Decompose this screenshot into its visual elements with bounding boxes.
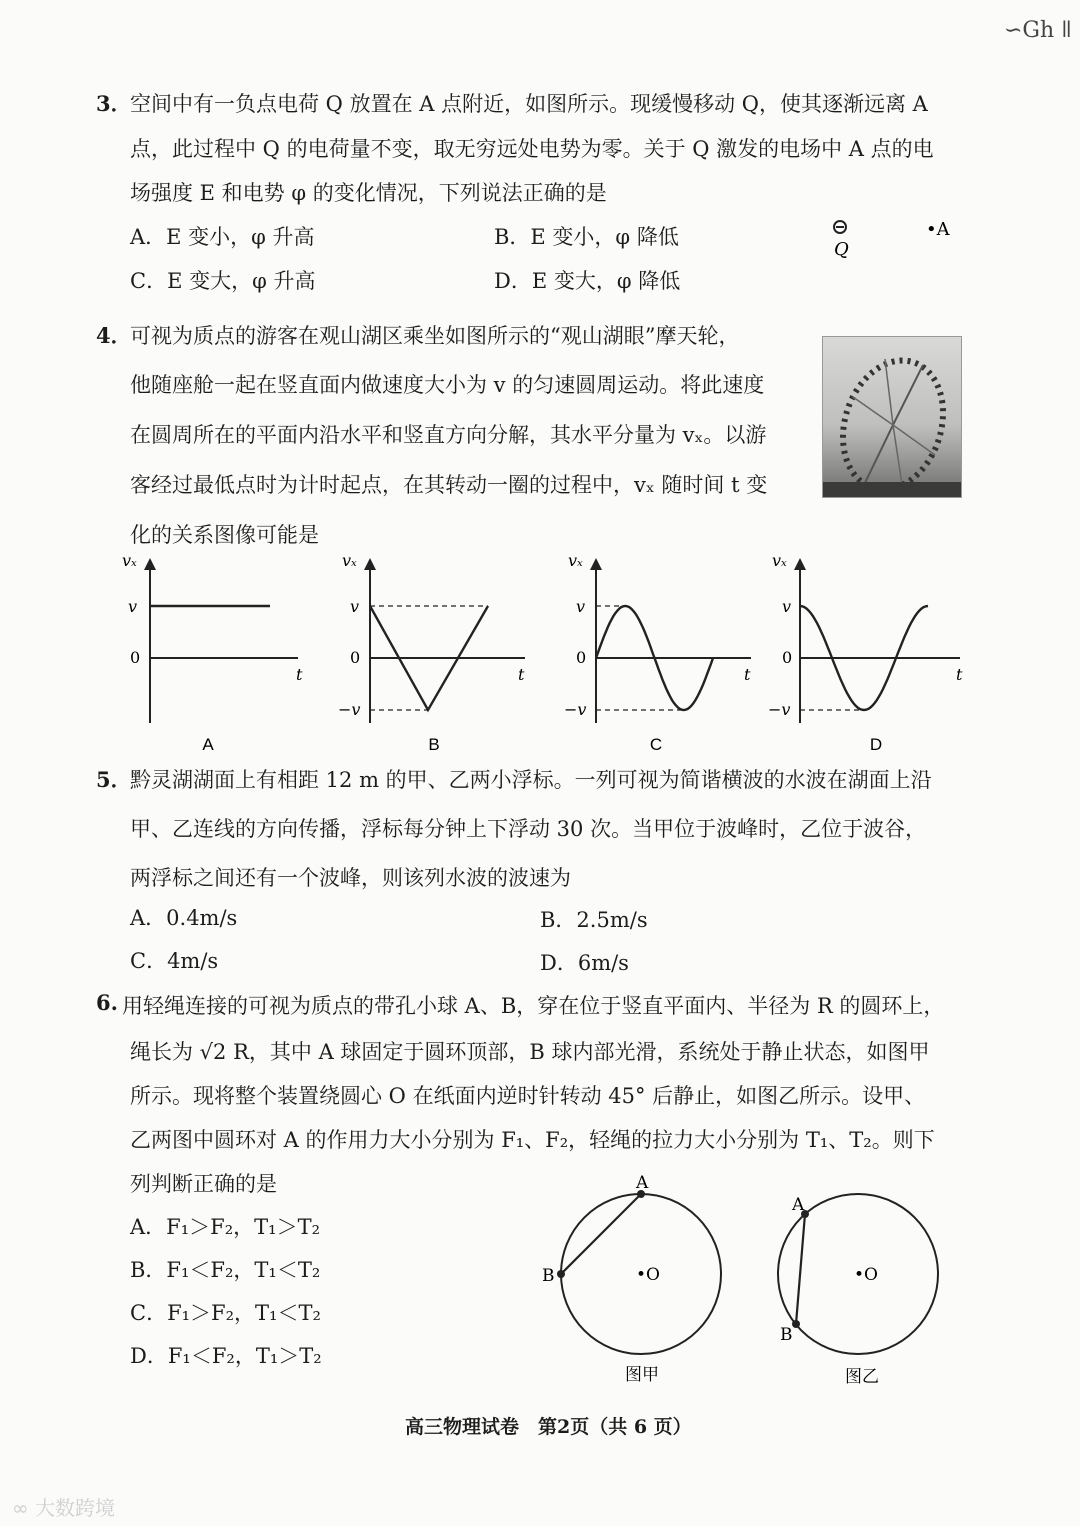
q6-line-3: 所示。现将整个装置绕圆心 O 在纸面内逆时针转动 45° 后静止，如图乙所示。设甲、	[130, 1084, 926, 1108]
graph-d-x-axis-label: t	[956, 665, 963, 684]
graph-a-x-axis-label: t	[296, 665, 303, 684]
graph-c-label: C	[649, 735, 663, 754]
q4-line-3: 在圆周所在的平面内沿水平和竖直方向分解，其水平分量为 vₓ。以游	[130, 423, 767, 447]
graph-a	[110, 548, 310, 758]
graph-d-label: D	[869, 735, 883, 754]
q3-option-c: C．E 变大，φ 升高	[130, 269, 316, 293]
q3-line-2: 点，此过程中 Q 的电荷量不变，取无穷远处电势为零。关于 Q 激发的电场中 A 点的电	[130, 137, 934, 161]
graph-a-y-axis-label: vₓ	[122, 551, 137, 570]
graph-d	[760, 548, 970, 758]
q5-option-b: B．2.5m/s	[540, 908, 648, 932]
q5-number: 5．	[96, 767, 132, 792]
graph-c-x-axis-label: t	[744, 665, 751, 684]
yi-a-label: A	[792, 1195, 805, 1215]
q6-option-d: D．F₁＜F₂，T₁＞T₂	[130, 1344, 322, 1368]
q4-number: 4．	[96, 323, 132, 348]
q6-line-5: 列判断正确的是	[130, 1172, 277, 1196]
graph-c-zero-label: 0	[576, 648, 587, 667]
graph-a-zero-label: 0	[130, 648, 141, 667]
q3-option-b: B．E 变小，φ 降低	[494, 225, 679, 249]
graph-d-minus-v-label: −v	[768, 700, 791, 719]
graph-b-minus-v-label: −v	[338, 700, 361, 719]
graph-a-label: A	[202, 735, 214, 754]
q4-line-2: 他随座舱一起在竖直面内做速度大小为 v 的匀速圆周运动。将此速度	[130, 373, 765, 397]
graph-d-v-label: v	[782, 597, 792, 616]
point-a-label: •A	[926, 219, 950, 240]
q6-number: 6.	[96, 990, 118, 1015]
graph-b-v-label: v	[350, 597, 360, 616]
q6-line-2: 绳长为 √2 R，其中 A 球固定于圆环顶部，B 球内部光滑，系统处于静止状态，如图甲	[130, 1040, 930, 1064]
figure-yi	[770, 1188, 970, 1388]
q6-line-1: 用轻绳连接的可视为质点的带孔小球 A、B，穿在位于竖直平面内、半径为 R 的圆环上，	[122, 994, 945, 1018]
jia-caption: 图甲	[625, 1365, 659, 1385]
q4-line-5: 化的关系图像可能是	[130, 523, 319, 547]
q5-option-c: C．4m/s	[130, 949, 219, 973]
graph-b-label: B	[428, 735, 440, 754]
q6-option-c: C．F₁＞F₂，T₁＜T₂	[130, 1301, 321, 1325]
graph-b	[330, 548, 535, 758]
figure-jia	[538, 1168, 738, 1390]
yi-b-label: B	[780, 1325, 793, 1345]
q3-line-1: 空间中有一负点电荷 Q 放置在 A 点附近，如图所示。现缓慢移动 Q，使其逐渐远离 A	[130, 92, 928, 116]
q5-line-2: 甲、乙连线的方向传播，浮标每分钟上下浮动 30 次。当甲位于波峰时，乙位于波谷，	[130, 817, 927, 841]
jia-a-label: A	[636, 1173, 649, 1193]
q4-line-1: 可视为质点的游客在观山湖区乘坐如图所示的“观山湖眼”摩天轮，	[130, 324, 740, 348]
jia-b-label: B	[542, 1266, 555, 1286]
yi-o-label: •O	[854, 1265, 878, 1285]
graph-c	[556, 548, 761, 758]
corner-handwriting: ∽Gh ǁ	[1004, 18, 1072, 43]
watermark: ∞ 大数跨境	[12, 1496, 116, 1520]
q6-option-b: B．F₁＜F₂，T₁＜T₂	[130, 1258, 321, 1282]
q5-line-3: 两浮标之间还有一个波峰，则该列水波的波速为	[130, 866, 571, 890]
q3-number: 3．	[96, 91, 132, 116]
q3-charge-figure	[820, 212, 970, 262]
graph-b-y-axis-label: vₓ	[342, 551, 357, 570]
graph-c-v-label: v	[576, 597, 586, 616]
q4-line-4: 客经过最低点时为计时起点，在其转动一圈的过程中，vₓ 随时间 t 变	[130, 473, 768, 497]
page-footer: 高三物理试卷 第2页（共 6 页）	[405, 1416, 692, 1438]
q3-option-a: A．E 变小，φ 升高	[130, 225, 315, 249]
charge-label: Q	[834, 239, 849, 260]
graph-c-minus-v-label: −v	[564, 700, 587, 719]
watermark-logo-icon: ∞	[12, 1496, 29, 1520]
yi-caption: 图乙	[845, 1367, 879, 1387]
q5-line-1: 黔灵湖湖面上有相距 12 m 的甲、乙两小浮标。一列可视为简谐横波的水波在湖面上沿	[130, 768, 932, 792]
q5-option-a: A．0.4m/s	[130, 906, 238, 930]
ferris-wheel-photo	[822, 336, 962, 498]
q5-option-d: D．6m/s	[540, 951, 629, 975]
graph-b-x-axis-label: t	[518, 665, 525, 684]
q3-line-3: 场强度 E 和电势 φ 的变化情况，下列说法正确的是	[130, 181, 607, 205]
graph-a-v-label: v	[128, 597, 138, 616]
q6-line-4: 乙两图中圆环对 A 的作用力大小分别为 F₁、F₂，轻绳的拉力大小分别为 T₁、T₂。则下	[130, 1128, 935, 1152]
q6-option-a: A．F₁＞F₂，T₁＞T₂	[130, 1215, 320, 1239]
jia-o-label: •O	[636, 1265, 660, 1285]
graph-d-zero-label: 0	[782, 648, 793, 667]
q3-option-d: D．E 变大，φ 降低	[494, 269, 681, 293]
graph-b-zero-label: 0	[350, 648, 361, 667]
graph-d-y-axis-label: vₓ	[772, 551, 787, 570]
graph-c-y-axis-label: vₓ	[568, 551, 583, 570]
